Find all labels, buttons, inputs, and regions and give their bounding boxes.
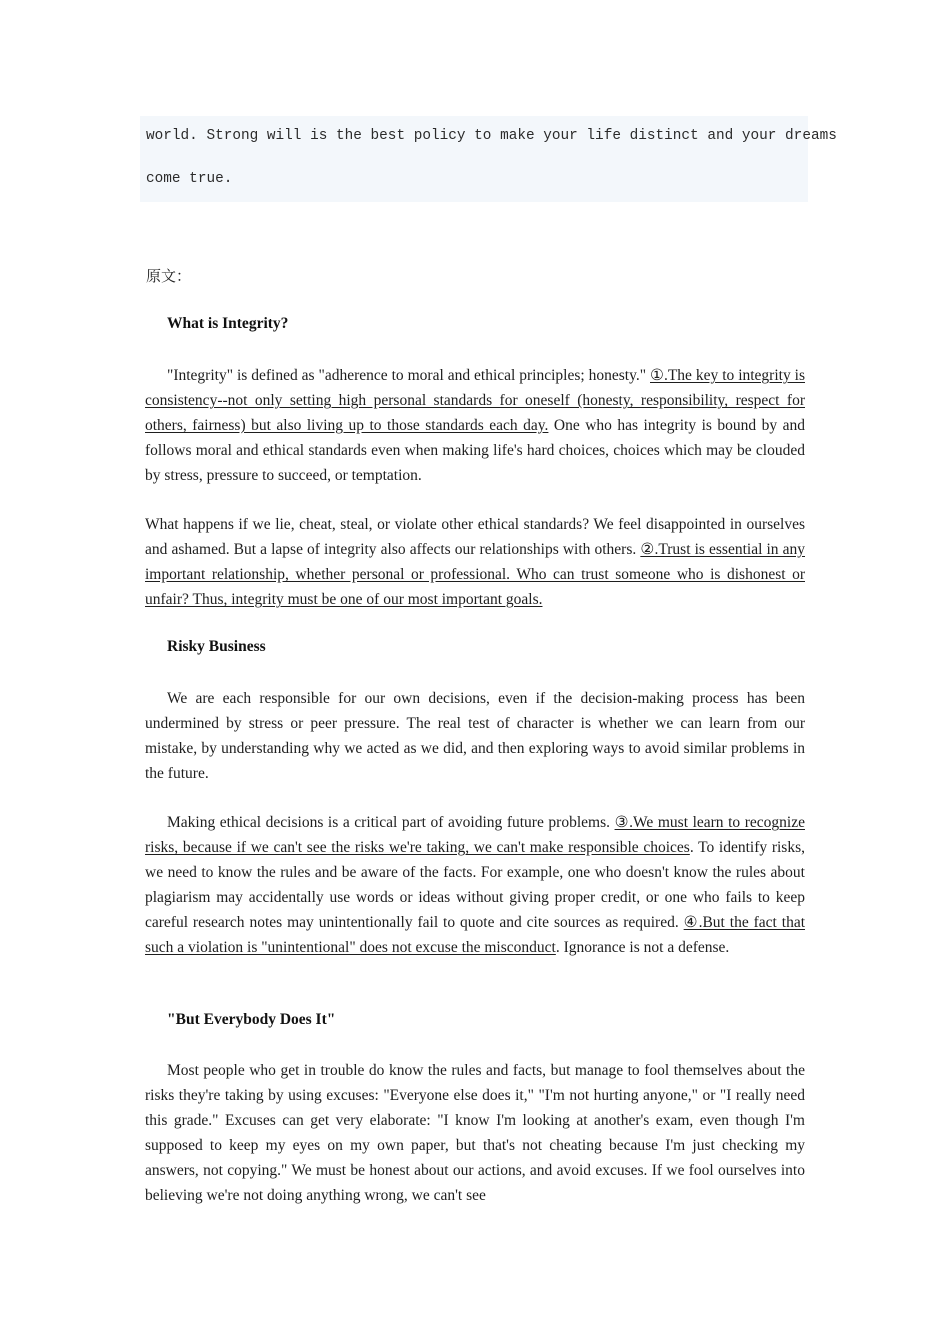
- paragraph-integrity-definition: [145, 363, 805, 488]
- paragraph-lapse-of-integrity: [145, 512, 805, 612]
- paragraph-text: Making ethical decisions is a critical part of avoiding future problems.: [167, 814, 615, 831]
- paragraph-text: What happens if we lie, cheat, steal, or violate other ethical standards? We feel disappointed in ourselves and ashamed. But a lapse of integrity also affects our relationships with others.: [145, 516, 805, 558]
- code-block: [140, 116, 837, 202]
- paragraph-excuses: Most people who get in trouble do know the rules and facts, but manage to fool themselves about the risks they're taking by using excuses: "Everyone else does it," "I'm not hurting anyone," or "I really need this grade." Excuses can get very elaborate: "I know I'm looking at another's exam, even though I'm supposed to keep my eyes on my own paper, but that's not cheating because I'm just checking my answers, not copying." We must be honest about our actions, and avoid excuses. If we fool ourselves into believing we're not doing anything wrong, we can't see: [145, 1062, 805, 1204]
- code-line-2: come true.: [146, 171, 233, 187]
- underlined-sentence-4: ④.But the fact that such a violation is "unintentional" does not excuse the misconduct: [145, 914, 806, 956]
- underlined-sentence-1: ①.The key to integrity is consistency--not only setting high personal standards for oneself (honesty, responsibility, respect for others, fairness) but also living up to those standards each day.: [145, 367, 805, 434]
- code-line-1: world. Strong will is the best policy to make your life distinct and your dreams: [146, 128, 837, 144]
- paragraph-text: "Integrity" is defined as "adherence to moral and ethical principles; honesty.": [167, 367, 650, 384]
- underlined-sentence-2: ②.Trust is essential in any important relationship, whether personal or professional. Who can trust someone who is dishonest or unfair? Thus, integrity must be one of our most important goals.: [145, 541, 805, 608]
- paragraph-text: . Ignorance is not a defense.: [555, 939, 730, 956]
- underlined-sentence-3: ③.We must learn to recognize risks, because if we can't see the risks we're taking, we can't make responsible choices: [145, 814, 805, 856]
- original-text-label: 原文：: [146, 267, 192, 285]
- paragraph-text: One who has integrity is bound by and follows moral and ethical standards even when making life's hard choices, choices which may be clouded by stress, pressure to succeed, or temptation.: [145, 417, 806, 484]
- heading-risky-business: Risky Business: [167, 638, 266, 655]
- paragraph-ethical-decisions: [145, 810, 805, 960]
- paragraph-text: . To identify risks, we need to know the rules and be aware of the facts. For example, one who doesn't know the rules about plagiarism may accidentally use words or ideas without giving proper credit, or one who fails to keep careful research notes may unintentionally fail to quote and cite sources as required.: [145, 839, 805, 931]
- paragraph-responsibility: We are each responsible for our own decisions, even if the decision-making process has been undermined by stress or peer pressure. The real test of character is whether we can learn from our mistake, by understanding why we acted as we did, and then exploring ways to avoid similar problems in the future.: [145, 690, 805, 782]
- heading-but-everybody-does-it: "But Everybody Does It": [167, 1011, 336, 1028]
- heading-what-is-integrity: What is Integrity?: [167, 315, 289, 332]
